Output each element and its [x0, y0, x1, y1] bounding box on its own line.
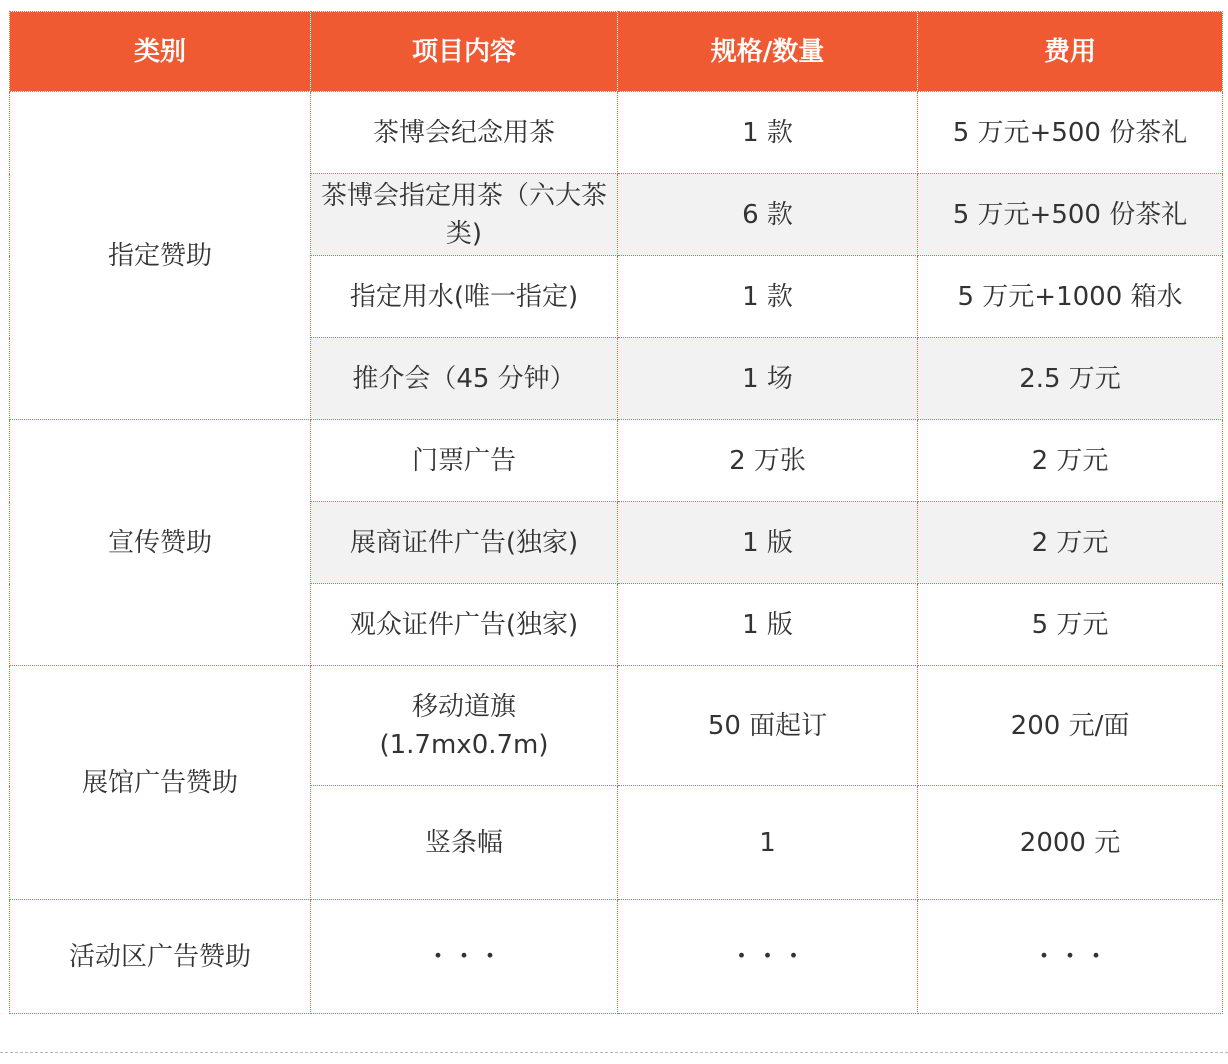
item-cell: 观众证件广告(独家) [311, 584, 618, 666]
spec-cell: 1 款 [618, 92, 918, 174]
item-cell: 竖条幅 [311, 786, 618, 900]
item-line: 移动道旗 [411, 691, 516, 722]
category-designated-sponsorship: 指定赞助 [10, 92, 311, 420]
item-cell: 展商证件广告(独家) [311, 502, 618, 584]
item-cell: 指定用水(唯一指定) [311, 256, 618, 338]
fee-cell: 5 万元+1000 箱水 [918, 256, 1223, 338]
spec-cell: 6 款 [618, 174, 918, 256]
spec-cell: 1 [618, 786, 918, 900]
fee-cell: 2000 元 [918, 786, 1223, 900]
spec-cell: 1 版 [618, 584, 918, 666]
category-publicity-sponsorship: 宣传赞助 [10, 420, 311, 666]
fee-cell: ・・・ [918, 900, 1223, 1014]
category-activity-area-ad-sponsorship: 活动区广告赞助 [10, 900, 311, 1014]
header-spec: 规格/数量 [618, 12, 918, 92]
fee-cell: 2 万元 [918, 420, 1223, 502]
item-cell: 门票广告 [311, 420, 618, 502]
spec-cell: 1 场 [618, 338, 918, 420]
item-cell: 茶博会纪念用茶 [311, 92, 618, 174]
sponsorship-table [9, 11, 1223, 1014]
table-header [10, 12, 1223, 92]
fee-cell: 5 万元+500 份茶礼 [918, 92, 1223, 174]
fee-cell: 5 万元 [918, 584, 1223, 666]
item-cell [311, 666, 618, 786]
table-row [10, 900, 1223, 1014]
page-edge-divider [0, 1052, 1228, 1053]
spec-cell: 2 万张 [618, 420, 918, 502]
fee-cell: 2.5 万元 [918, 338, 1223, 420]
category-venue-ad-sponsorship: 展馆广告赞助 [10, 666, 311, 900]
item-line: (1.7mx0.7m) [379, 729, 549, 760]
header-item: 项目内容 [311, 12, 618, 92]
spec-cell: 50 面起订 [618, 666, 918, 786]
spec-cell: 1 版 [618, 502, 918, 584]
fee-cell: 2 万元 [918, 502, 1223, 584]
table-row [10, 420, 1223, 502]
fee-cell: 5 万元+500 份茶礼 [918, 174, 1223, 256]
table-row [10, 666, 1223, 786]
header-fee: 费用 [918, 12, 1223, 92]
fee-cell: 200 元/面 [918, 666, 1223, 786]
header-row [10, 12, 1223, 92]
item-cell: 推介会（45 分钟） [311, 338, 618, 420]
header-category: 类别 [10, 12, 311, 92]
item-cell: 茶博会指定用茶（六大茶类) [311, 174, 618, 256]
table-body [10, 92, 1223, 1014]
spec-cell: 1 款 [618, 256, 918, 338]
table-row [10, 92, 1223, 174]
item-cell: ・・・ [311, 900, 618, 1014]
spec-cell: ・・・ [618, 900, 918, 1014]
